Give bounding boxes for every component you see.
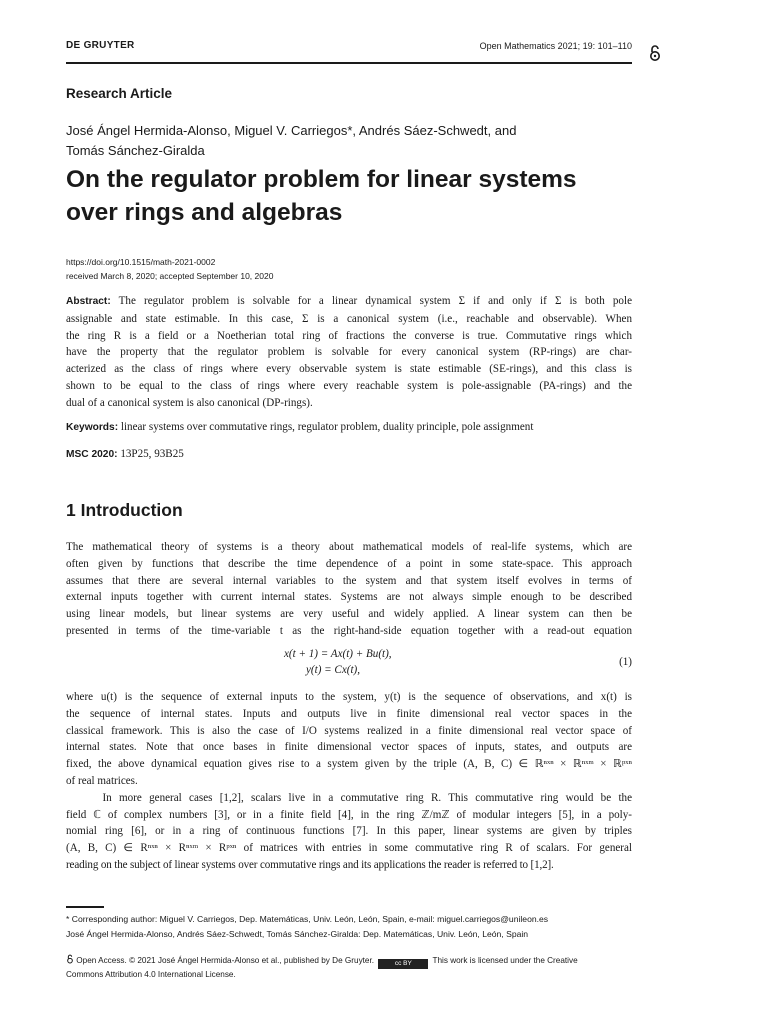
author-line: Tomás Sánchez-Giralda <box>66 143 205 158</box>
running-header <box>66 40 632 64</box>
doi-link[interactable]: https://doi.org/10.1515/math-2021-0002 <box>66 257 216 267</box>
received-dates: received March 8, 2020; accepted September 10, 2020 <box>66 271 274 281</box>
abstract-line: the ring R is a field or a Noetherian total ring of fractions the converse is true. Commutative rings which <box>66 329 632 342</box>
text-line: field ℂ of complex numbers [3], or in a finite field [4], in the ring ℤ/mℤ of modular integers [5], in a poly- <box>66 808 632 821</box>
text-line: presented in terms of the time-variable t as the right-hand-side equation together with a read-out equation <box>66 624 632 637</box>
text-line: reading on the subject of linear systems over commutative rings and its applications the reader is referred to [1,2]. <box>66 858 554 871</box>
intro-paragraph <box>66 539 632 640</box>
equation-block <box>66 648 632 682</box>
open-access-icon <box>648 44 662 62</box>
equation-line: x(t + 1) = Ax(t) + Bu(t), <box>284 648 392 660</box>
equation-line: y(t) = Cx(t), <box>306 664 360 676</box>
open-access-icon <box>66 954 74 964</box>
keywords-label: Keywords: <box>66 422 119 433</box>
abstract-line: dual of a canonical system is also canonical (DP-rings). <box>66 396 313 409</box>
paper-title <box>66 163 686 229</box>
abstract-line: The regulator problem is solvable for a linear dynamical system Σ if and only if Σ is both pole <box>118 295 632 307</box>
text-line: where u(t) is the sequence of external inputs to the system, y(t) is the sequence of observations, and x(t) is <box>66 691 632 703</box>
abstract-line: acterized as the class of rings where every observable system is state estimable (SE-rings), and this class is <box>66 363 632 376</box>
intro-paragraph <box>66 689 632 874</box>
title-line: over rings and algebras <box>66 199 343 226</box>
footnote-affiliations: José Ángel Hermida-Alonso, Andrés Sáez-Schwedt, Tomás Sánchez-Giralda: Dep. Matemáticas, Univ. León, León, Spain <box>66 928 529 939</box>
license-notice <box>66 954 632 981</box>
text-line: assumes that there are several internal variables to the system and that system itself evolves in terms of <box>66 574 632 587</box>
msc-codes <box>66 446 632 464</box>
abstract-label: Abstract: <box>66 296 111 307</box>
text-line: classical framework. This is also the case of I/O systems realized in a finite dimensional real vector space of <box>66 724 632 737</box>
msc-text: 13P25, 93B25 <box>120 448 184 460</box>
text-line: using linear models, but linear systems are very useful and widely applied. A linear system can then be <box>66 608 632 621</box>
text-line: nomial ring [6], or in a ring of continuous functions [7]. In this paper, linear systems are given by triples <box>66 825 632 838</box>
keywords-text: linear systems over commutative rings, regulator problem, duality principle, pole assignment <box>120 421 534 433</box>
equation-number: (1) <box>619 656 632 668</box>
text-line: fixed, the above dynamical equation gives rise to a system given by the triple (A, B, C) ∈ ℝⁿˣⁿ × ℝⁿˣᵐ × ℝᵖˣⁿ <box>66 758 632 771</box>
text-line: external inputs together with current internal states. Systems are not always simple enough to be described <box>66 591 632 604</box>
license-text: Commons Attribution 4.0 International License. <box>66 970 236 979</box>
footnote-corresponding: * Corresponding author: Miguel V. Carriegos, Dep. Matemáticas, Univ. León, León, Spain, e-mail: miguel.carriegos@unileon.es <box>66 914 549 924</box>
author-line: José Ángel Hermida-Alonso, Miguel V. Carriegos*, Andrés Sáez-Schwedt, and <box>66 123 517 138</box>
article-meta <box>66 255 273 283</box>
text-line: the sequence of internal states. Inputs and outputs live in finite dimensional real vector spaces in the <box>66 707 632 720</box>
footnote-divider <box>66 906 104 908</box>
text-line: often given by functions that describe the time dependence of a point in some state-space. This approach <box>66 557 632 570</box>
text-line: (A, B, C) ∈ Rⁿˣⁿ × Rⁿˣᵐ × Rᵖˣⁿ of matrices with entries in some commutative ring R of scalars. For general <box>66 842 632 855</box>
cc-by-badge[interactable]: cc BY <box>378 959 428 969</box>
title-line: On the regulator problem for linear systems <box>66 166 577 193</box>
text-line: In more general cases [1,2], scalars live in a commutative ring R. This commutative ring would be the <box>66 791 632 804</box>
license-text: This work is licensed under the Creative <box>432 956 578 965</box>
license-text: Open Access. © 2021 José Ángel Hermida-Alonso et al., published by De Gruyter. <box>76 956 375 965</box>
abstract-line: assignable and state estimable. In this case, Σ is a canonical system (i.e., reachable and observable). When <box>66 312 632 325</box>
text-line: internal states. Note that once bases in finite dimensional vector spaces of inputs, states, and outputs are <box>66 741 632 754</box>
abstract-line: shown to be equal to the class of rings where every reachable system is pole-assignable (PA-rings) and the <box>66 379 632 392</box>
text-line: The mathematical theory of systems is a theory about mathematical models of real-life systems, which are <box>66 541 632 553</box>
section-heading: 1 Introduction <box>66 500 183 520</box>
publisher-name: DE GRUYTER <box>66 40 135 51</box>
msc-label: MSC 2020: <box>66 449 118 460</box>
journal-citation: Open Mathematics 2021; 19: 101–110 <box>479 41 632 51</box>
author-list <box>66 121 666 161</box>
footnotes <box>66 912 646 941</box>
article-type: Research Article <box>66 86 173 101</box>
text-line: of real matrices. <box>66 774 138 787</box>
keywords <box>66 419 632 437</box>
abstract <box>66 293 632 412</box>
abstract-line: have the property that the regulator problem is solvable for every canonical system (RP-rings) are char- <box>66 346 632 359</box>
